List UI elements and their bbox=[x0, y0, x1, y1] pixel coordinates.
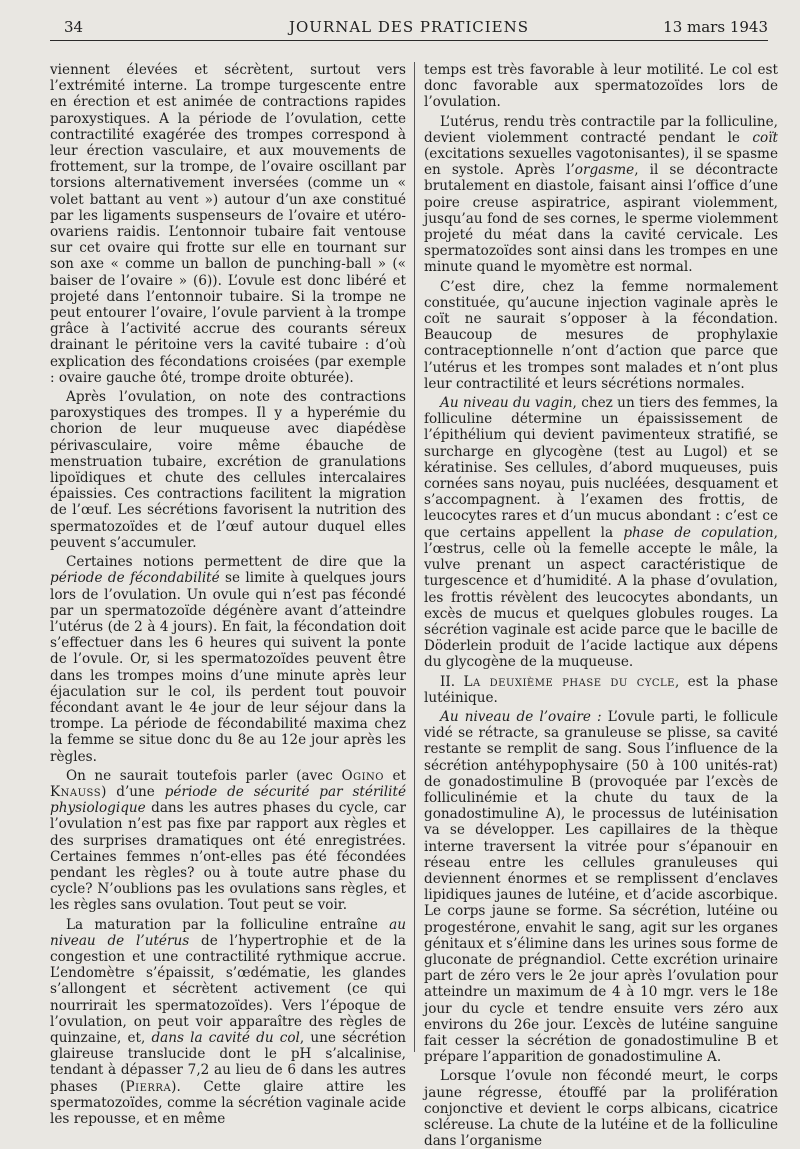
running-header bbox=[50, 14, 768, 41]
paragraph: C’est dire, chez la femme normalement constituée, qu’aucune injection vaginale après le coït ne saurait s’opposer à la fécondation. Beaucoup de mesures de prophylaxie contraceptionnelle n’ont d’action que parce que l’utérus et les trompes sont malades et n’ont plus leur contractilité et leurs sécrétions normales. bbox=[424, 278, 778, 392]
paragraph: On ne saurait toutefois parler (avec Ogino et Knauss) d’une période de sécurité par stérilité physiologique dans les autres phases du cycle, car l’ovulation n’est pas fixe par rapport aux règles et des surprises dramatiques ont été enregistrées. Certaines femmes n’ont-elles pas été fécondées pendant les règles? ou à toute autre phase du cycle? N’oublions pas les ovulations sans règles, et les règles sans ovulation. Tout peut se voir. bbox=[50, 767, 406, 914]
paragraph: viennent élevées et sécrètent, surtout vers l’extrémité interne. La trompe turgescente entre en érection et est animée de contractions rapides paroxystiques. A la période de l’ovulation, cette contractilité exagérée des trompes correspond à leur érection vasculaire, et aux mouvements de frottement, sur la trompe, de l’ovaire oscillant par torsions alternativement inversées (comme un « volet battant au vent ») autour d’un axe constitué par les ligaments suspenseurs de l’ovaire et utéro-ovariens raidis. L’entonnoir tubaire fait ventouse sur cet ovaire qui frotte sur elle en tournant sur son axe « comme un ballon de punching-ball » (« baiser de l’ovaire » (6)). L’ovule est donc libéré et projeté dans l’entonnoir tubaire. Si la trompe ne peut entourer l’ovaire, l’ovule parvient à la trompe grâce à l’activité accrue des courants séreux drainant le péritoine vers la cavité tubaire : d’où explication des fécondations croisées (par exemple : ovaire gauche ôté, trompe droite obturée). bbox=[50, 62, 406, 386]
paragraph: Lorsque l’ovule non fécondé meurt, le corps jaune régresse, étouffé par la prolifération conjonctive et devient le corps albicans, cicatrice scléreuse. La chute de la lutéine et de la folliculine dans l’organisme bbox=[424, 1068, 778, 1149]
issue-date: 13 mars 1943 bbox=[663, 18, 768, 36]
journal-title: JOURNAL DES PRATICIENS bbox=[288, 18, 530, 36]
paragraph: La maturation par la folliculine entraîne au niveau de l’utérus de l’hypertrophie et de la congestion et une contractilité rythmique accrue. L’endomètre s’épaissit, s’œdématie, les glandes s’allongent et sécrètent activement (ce qui nourrirait les spermatozoïdes). Vers l’époque de l’ovulation, on peut voir apparaître des règles de quinzaine, et, dans la cavité du col, une sécrétion glaireuse translucide dont le pH s’alcalinise, tendant à dépasser 7,2 au lieu de 6 dans les autres phases (Pierra). Cette glaire attire les spermatozoïdes, comme la sécrétion vaginale acide les repousse, et en même bbox=[50, 916, 406, 1127]
paragraph: Au niveau de l’ovaire : L’ovule parti, le follicule vidé se rétracte, sa granuleuse se plisse, sa cavité restante se remplit de sang. Sous l’influence de la sécrétion antéhypophysaire (50 à 100 unités-rat) de gonadostimuline B (provoquée par l’excès de folliculinémie et la chute du taux de la gonadostimuline A), le processus de lutéinisation va se développer. Les capillaires de la thèque interne traversent la vitrée pour s’épanouir en réseau entre les cellules granuleuses qui deviennent énormes et se remplissent d’enclaves lipidiques jaunes de lutéine, et d’acide ascorbique. Le corps jaune se forme. Sa sécrétion, lutéine ou progestérone, envahit le sang, agit sur les organes génitaux et s’élimine dans les urines sous forme de gluconate de prégnandiol. Cette excrétion urinaire part de zéro vers le 2e jour après l’ovulation pour atteindre un maximum de 4 à 10 mgr. vers le 18e jour du cycle et tendre ensuite vers zéro aux environs du 26e jour. L’excès de lutéine sanguine fait cesser la sécrétion de gonadostimuline B et prépare l’apparition de gonadostimuline A. bbox=[424, 708, 778, 1066]
column-divider bbox=[414, 62, 415, 1052]
section-heading-paragraph: II. La deuxième phase du cycle, est la phase lutéinique. bbox=[424, 673, 778, 706]
paragraph: Certaines notions permettent de dire que la période de fécondabilité se limite à quelques jours lors de l’ovulation. Un ovule qui n’est pas fécondé par un spermatozoïde dégénère avant d’atteindre l’utérus (de 2 à 4 jours). En fait, la fécondation doit s’effectuer dans les 6 heures qui suivent la ponte de l’ovule. Or, si les spermatozoïdes peuvent être dans les trompes moins d’une minute après leur éjaculation sur le col, ils perdent tout pouvoir fécondant avant le 4e jour de leur séjour dans la trompe. La période de fécondabilité maxima chez la femme se situe donc du 8e au 12e jour après les règles. bbox=[50, 554, 406, 765]
page-number: 34 bbox=[64, 18, 84, 36]
paragraph: temps est très favorable à leur motilité. Le col est donc favorable aux spermatozoïdes lors de l’ovulation. bbox=[424, 62, 778, 111]
paragraph: Au niveau du vagin, chez un tiers des femmes, la folliculine détermine un épaississement de l’épithélium qui devient pavimenteux stratifié, se surcharge en glycogène (test au Lugol) et se kératinise. Ses cellules, d’abord muqueuses, puis cornées sans noyau, puis nucléées, desquament et s’accompagnent. à l’examen des frottis, de leucocytes rares et d’un mucus abondant : c’est ce que certains appellent la phase de copulation, l’œstrus, celle où la femelle accepte le mâle, la vulve prenant un aspect caractéristique de turgescence et d’humidité. A la phase d’ovulation, les frottis révèlent des leucocytes abondants, un excès de mucus et quelques globules rouges. La sécrétion vaginale est acide parce que le bacille de Döderlein produit de l’acide lactique aux dépens du glycogène de la muqueuse. bbox=[424, 395, 778, 671]
left-column bbox=[50, 62, 406, 1127]
right-column bbox=[424, 62, 778, 1149]
paragraph: L’utérus, rendu très contractile par la folliculine, devient violemment contracté pendant le coït (excitations sexuelles vagotonisantes), il se spasme en systole. Après l’orgasme, il se décontracte brutalement en diastole, faisant ainsi l’office d’une poire creuse aspiratrice, aspirant violemment, jusqu’au fond de ses cornes, le sperme violemment projeté du méat dans la cavité cervicale. Les spermatozoïdes sont ainsi dans les trompes en une minute quand le myomètre est normal. bbox=[424, 113, 778, 276]
paragraph: Après l’ovulation, on note des contractions paroxystiques des trompes. Il y a hyperémie du chorion de leur muqueuse avec diapédèse périvasculaire, voire même ébauche de menstruation tubaire, excrétion de granulations lipoïdiques et chute des cellules intercalaires épaissies. Ces contractions facilitent la migration de l’œuf. Les sécrétions favorisent la nutrition des spermatozoïdes et de l’œuf autour duquel elles peuvent s’accumuler. bbox=[50, 389, 406, 551]
